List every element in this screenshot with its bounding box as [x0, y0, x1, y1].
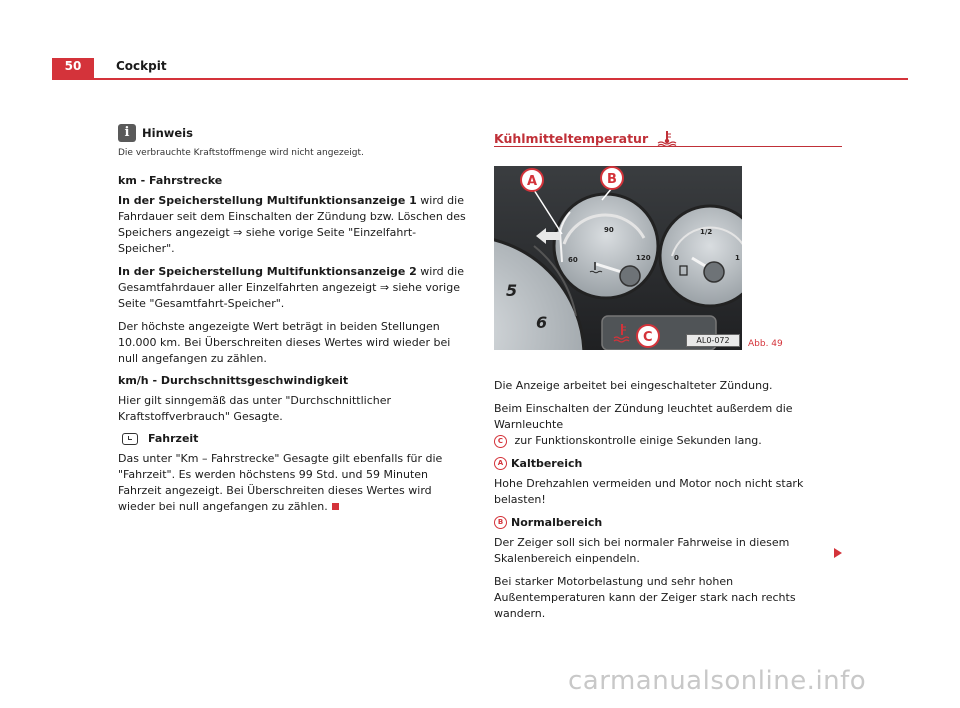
coolant-p2-after: zur Funktionskontrolle einige Sekunden lang. [511, 434, 762, 447]
normalbereich-text-1: Der Zeiger soll sich bei normaler Fahrweise in diesem Skalenbereich einpendeln. [494, 536, 790, 565]
km-p1-lead: In der Speicherstellung Multifunktionsanzeige 1 [118, 194, 417, 207]
km-p1-text: wird die Fahrdauer seit dem Einschalten der Zündung bzw. Löschen des Speichers angezeigt ⇒ siehe vorige Seite "Einzelfahrt-Speicher". [118, 194, 466, 255]
instrument-cluster-illustration [494, 166, 742, 350]
note-title: Hinweis [142, 126, 193, 140]
fuel-label-min: 0 [674, 254, 679, 262]
km-p2-text: wird die Gesamtfahrdauer aller Einzelfahrten angezeigt ⇒ siehe vorige Seite "Gesamtfahrt-Speicher". [118, 265, 464, 310]
tacho-label-6: 6 [536, 313, 548, 332]
watermark: carmanualsonline.info [568, 666, 867, 696]
coolant-paragraph-1: Die Anzeige arbeitet bei eingeschalteter Zündung. [494, 379, 773, 392]
coolant-section-title: Kühlmitteltemperatur [494, 131, 649, 146]
fahrzeit-header [122, 432, 470, 445]
instrument-cluster-figure [494, 166, 742, 350]
kmh-section-title: km/h - Durchschnittsgeschwindigkeit [118, 374, 349, 387]
coolant-paragraph-2 [494, 401, 846, 449]
right-title-rule [494, 146, 842, 147]
badge-c: C [494, 435, 507, 448]
km-paragraph-2 [118, 264, 470, 312]
page-number: 50 [64, 59, 82, 73]
header-rule [52, 78, 908, 80]
fuel-label-max: 1 [735, 254, 740, 262]
temp-label-min: 60 [568, 256, 578, 264]
fahrzeit-paragraph [118, 451, 470, 515]
kmh-paragraph: Hier gilt sinngemäß das unter "Durchschnittlicher Kraftstoffverbrauch" Gesagte. [118, 394, 392, 423]
temperature-needle-hub [620, 266, 640, 286]
figure-code: AL0-072 [686, 334, 740, 347]
figure-caption: Abb. 49 [748, 339, 783, 349]
continue-arrow-icon [834, 548, 842, 558]
temp-label-mid: 90 [604, 226, 614, 234]
callout-a-label: A [527, 174, 538, 189]
temp-label-max: 120 [636, 254, 651, 262]
km-paragraph-1 [118, 193, 470, 257]
badge-a: A [494, 457, 507, 470]
tacho-label-5: 5 [506, 281, 518, 300]
clock-icon [122, 433, 138, 445]
kaltbereich-header [494, 457, 846, 470]
temperature-gauge-dial [554, 194, 658, 298]
km-p2-lead: In der Speicherstellung Multifunktionsanzeige 2 [118, 265, 417, 278]
fuel-label-mid: 1/2 [700, 228, 713, 236]
normalbereich-header [494, 516, 846, 529]
coolant-p2-before: Beim Einschalten der Zündung leuchtet außerdem die Warnleuchte [494, 402, 793, 431]
fahrzeit-text: Das unter "Km – Fahrstrecke" Gesagte gilt ebenfalls für die "Fahrzeit". Es werden höchstens 99 Std. und 59 Minuten Fahrzeit angezeigt. Bei Überschreiten dieses Wertes wird wieder bei null angefangen zu zählen. [118, 452, 443, 513]
note-text: Die verbrauchte Kraftstoffmenge wird nicht angezeigt. [118, 148, 364, 158]
info-icon: i [118, 124, 136, 142]
left-column [118, 124, 470, 522]
right-title-row [494, 130, 678, 146]
coolant-temperature-icon [656, 130, 678, 146]
kaltbereich-text: Hohe Drehzahlen vermeiden und Motor noch nicht stark belasten! [494, 477, 804, 506]
callout-b-label: B [607, 172, 617, 187]
fuel-needle-hub [704, 262, 724, 282]
badge-b: B [494, 516, 507, 529]
fahrzeit-title: Fahrzeit [148, 432, 199, 445]
section-title: Cockpit [116, 59, 167, 73]
km-paragraph-3: Der höchste angezeigte Wert beträgt in beiden Stellungen 10.000 km. Bei Überschreiten dieses Wertes wird wieder bei null angefangen zu zählen. [118, 320, 451, 365]
km-section-title: km - Fahrstrecke [118, 174, 223, 187]
callout-c-label: C [643, 330, 653, 345]
normalbereich-text-2: Bei starker Motorbelastung und sehr hohen Außentemperaturen kann der Zeiger stark nach rechts wandern. [494, 575, 796, 620]
note-header [118, 124, 470, 142]
kaltbereich-title: Kaltbereich [511, 457, 583, 470]
right-text-column [494, 378, 846, 629]
end-of-section-marker [332, 503, 339, 510]
normalbereich-title: Normalbereich [511, 516, 603, 529]
